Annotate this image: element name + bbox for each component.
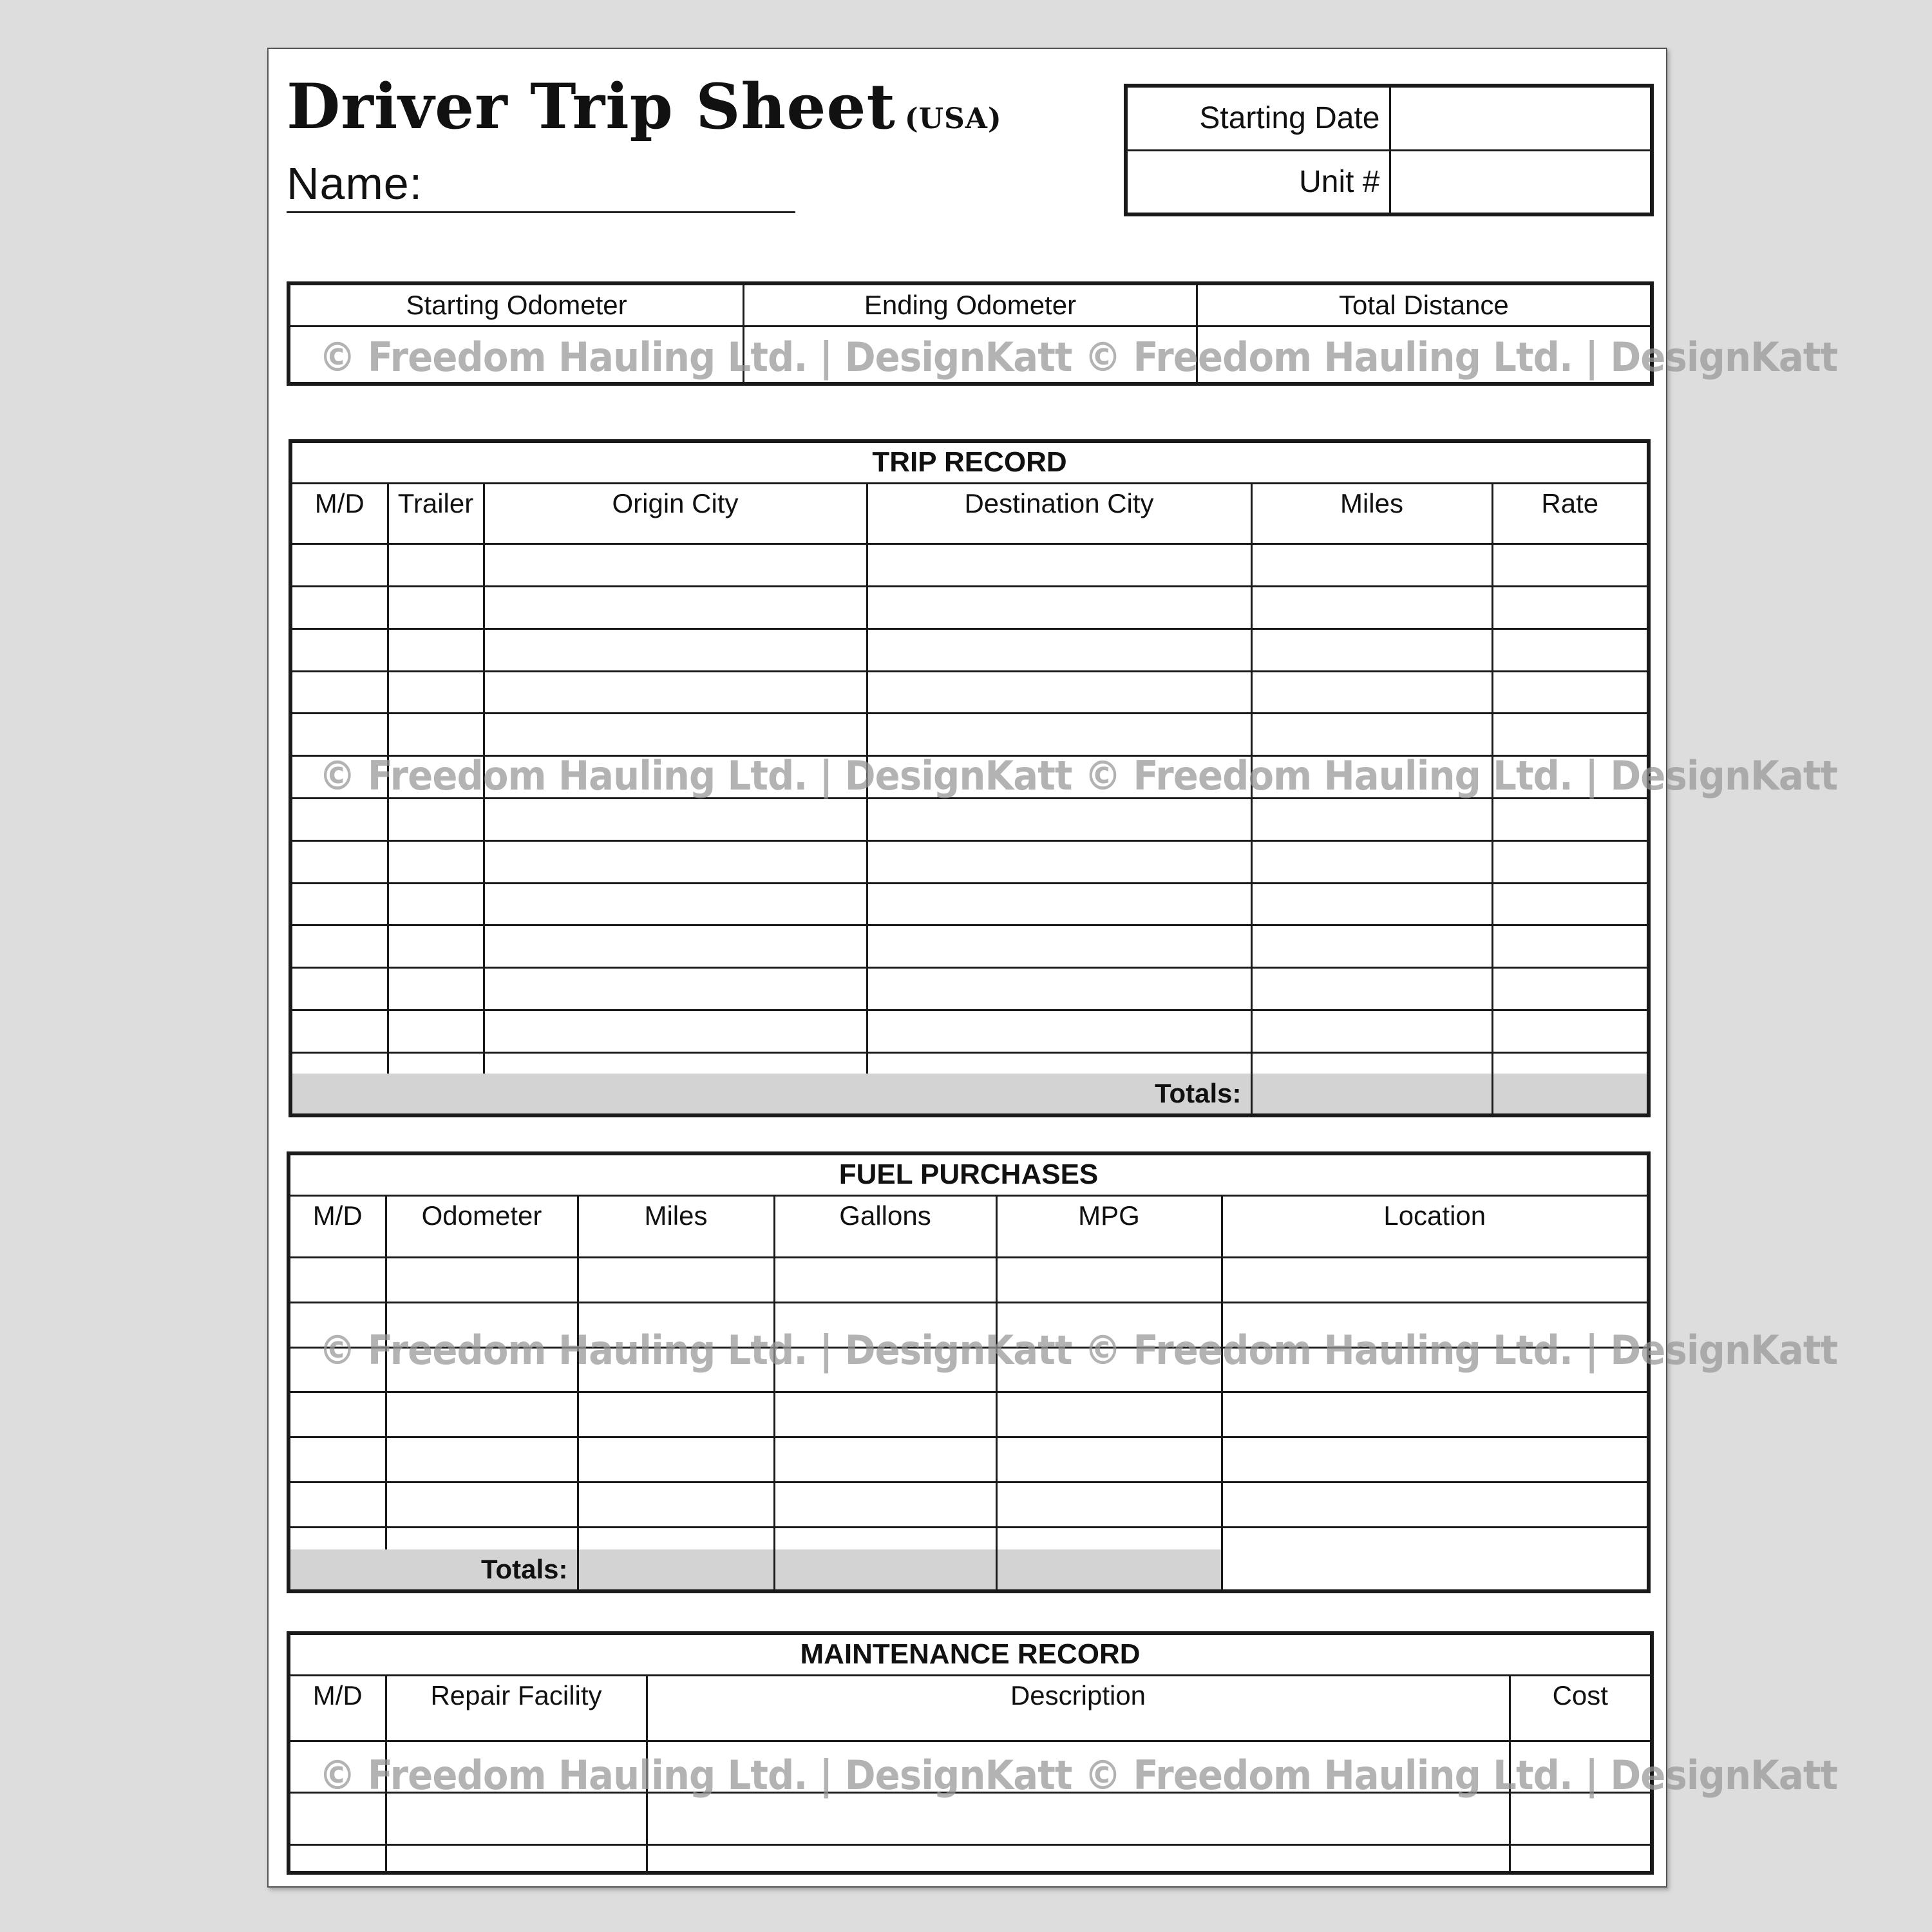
trip-record-cell[interactable]	[867, 840, 1251, 883]
trip-record-cell[interactable]	[292, 523, 388, 544]
fuel-purchase-row	[290, 1235, 1647, 1258]
trip-record-row	[292, 671, 1647, 714]
trip-record-cell[interactable]	[1492, 1052, 1647, 1074]
trip-record-row	[292, 925, 1647, 968]
trip-record-cell[interactable]	[867, 523, 1251, 544]
trip-record-cell[interactable]	[292, 798, 388, 840]
starting-date-field[interactable]	[1390, 88, 1650, 150]
trip-record-row	[292, 523, 1647, 544]
trip-col-destination-city: Destination City	[867, 483, 1251, 523]
trip-record-cell[interactable]	[867, 544, 1251, 587]
maintenance-cell[interactable]	[647, 1715, 1510, 1741]
trip-record-cell[interactable]	[292, 925, 388, 968]
fuel-purchase-cell[interactable]	[386, 1392, 578, 1437]
fuel-col-mpg: MPG	[996, 1195, 1222, 1235]
fuel-purchase-cell[interactable]	[996, 1482, 1222, 1527]
fuel-purchase-row	[290, 1258, 1647, 1303]
maintenance-cell[interactable]	[647, 1793, 1510, 1845]
trip-record-cell[interactable]	[484, 840, 867, 883]
fuel-purchases-title: FUEL PURCHASES	[290, 1155, 1647, 1195]
fuel-col-gallons: Gallons	[774, 1195, 996, 1235]
trip-record-cell[interactable]	[1251, 587, 1492, 629]
maintenance-cell[interactable]	[386, 1715, 647, 1741]
fuel-purchase-cell[interactable]	[1222, 1392, 1647, 1437]
trip-record-cell[interactable]	[1492, 714, 1647, 756]
fuel-purchase-cell[interactable]	[996, 1258, 1222, 1303]
trip-record-cell[interactable]	[484, 671, 867, 714]
maintenance-row	[290, 1845, 1650, 1871]
trip-record-cell[interactable]	[1492, 671, 1647, 714]
trip-record-cell[interactable]	[1492, 629, 1647, 671]
trip-record-row	[292, 1010, 1647, 1052]
trip-record-cell[interactable]	[484, 629, 867, 671]
maintenance-row	[290, 1793, 1650, 1845]
fuel-purchase-cell[interactable]	[386, 1437, 578, 1482]
trip-record-cell[interactable]	[1251, 523, 1492, 544]
fuel-purchase-row	[290, 1482, 1647, 1527]
fuel-purchase-cell[interactable]	[290, 1258, 386, 1303]
total-distance-header: Total Distance	[1197, 285, 1650, 326]
trip-record-cell[interactable]	[1492, 798, 1647, 840]
trip-total-miles[interactable]	[1251, 1074, 1492, 1113]
starting-date-label: Starting Date	[1128, 88, 1390, 150]
maintenance-row	[290, 1715, 1650, 1741]
trip-record-cell[interactable]	[1251, 798, 1492, 840]
trip-record-cell[interactable]	[867, 629, 1251, 671]
fuel-purchase-cell[interactable]	[578, 1258, 774, 1303]
trip-record-cell[interactable]	[388, 1010, 484, 1052]
fuel-col-miles: Miles	[578, 1195, 774, 1235]
trip-record-cell[interactable]	[388, 840, 484, 883]
trip-record-cell[interactable]	[1492, 1010, 1647, 1052]
trip-total-rate[interactable]	[1492, 1074, 1647, 1113]
maintenance-cell[interactable]	[290, 1715, 386, 1741]
trip-col-origin-city: Origin City	[484, 483, 867, 523]
trip-record-cell[interactable]	[1251, 883, 1492, 925]
fuel-col-odometer: Odometer	[386, 1195, 578, 1235]
fuel-purchase-cell[interactable]	[774, 1482, 996, 1527]
trip-record-cell[interactable]	[388, 925, 484, 968]
name-label: Name:	[287, 158, 423, 209]
fuel-col-location: Location	[1222, 1195, 1647, 1235]
maintenance-cell[interactable]	[290, 1845, 386, 1871]
trip-record-cell[interactable]	[1251, 968, 1492, 1010]
trip-record-row	[292, 587, 1647, 629]
trip-col-rate: Rate	[1492, 483, 1647, 523]
trip-record-cell[interactable]	[1492, 523, 1647, 544]
fuel-totals-label: Totals:	[290, 1549, 578, 1589]
maintenance-cell[interactable]	[386, 1793, 647, 1845]
trip-record-cell[interactable]	[388, 671, 484, 714]
trip-record-cell[interactable]	[1492, 968, 1647, 1010]
starting-odometer-header: Starting Odometer	[290, 285, 744, 326]
trip-totals-label: Totals:	[292, 1074, 1251, 1113]
trip-col-miles: Miles	[1251, 483, 1492, 523]
fuel-purchase-cell[interactable]	[386, 1235, 578, 1258]
fuel-purchase-cell[interactable]	[290, 1235, 386, 1258]
trip-record-cell[interactable]	[388, 968, 484, 1010]
fuel-purchase-cell[interactable]	[996, 1437, 1222, 1482]
fuel-purchase-cell[interactable]	[290, 1392, 386, 1437]
watermark-text: © Freedom Hauling Ltd. | DesignKatt © Freedom Hauling Ltd. | DesignKatt	[319, 1752, 1838, 1799]
trip-record-cell[interactable]	[1251, 671, 1492, 714]
trip-record-cell[interactable]	[867, 714, 1251, 756]
trip-record-row	[292, 840, 1647, 883]
trip-record-cell[interactable]	[867, 925, 1251, 968]
trip-record-row	[292, 883, 1647, 925]
trip-record-cell[interactable]	[388, 883, 484, 925]
fuel-total-gallons[interactable]	[774, 1549, 996, 1589]
trip-record-cell[interactable]	[388, 629, 484, 671]
trip-record-cell[interactable]	[388, 587, 484, 629]
trip-record-row	[292, 968, 1647, 1010]
trip-record-cell[interactable]	[1251, 714, 1492, 756]
fuel-purchase-cell[interactable]	[996, 1235, 1222, 1258]
trip-record-row	[292, 629, 1647, 671]
header-fields-box	[1124, 84, 1654, 216]
trip-record-cell[interactable]	[484, 798, 867, 840]
trip-record-cell[interactable]	[1492, 544, 1647, 587]
trip-record-row	[292, 714, 1647, 756]
maint-col-cost: Cost	[1510, 1675, 1650, 1715]
unit-number-field[interactable]	[1390, 150, 1650, 213]
fuel-purchase-cell[interactable]	[578, 1392, 774, 1437]
trip-col-md: M/D	[292, 483, 388, 523]
trip-record-cell[interactable]	[1251, 1010, 1492, 1052]
ending-odometer-header: Ending Odometer	[744, 285, 1197, 326]
fuel-purchase-cell[interactable]	[386, 1527, 578, 1549]
trip-record-title: TRIP RECORD	[292, 443, 1647, 483]
document-title	[287, 70, 1002, 143]
name-input-line[interactable]	[287, 211, 795, 213]
trip-record-cell[interactable]	[388, 1052, 484, 1074]
fuel-purchase-row	[290, 1392, 1647, 1437]
trip-record-cell[interactable]	[1492, 883, 1647, 925]
trip-record-cell[interactable]	[388, 798, 484, 840]
fuel-purchase-cell[interactable]	[996, 1527, 1222, 1549]
maint-col-md: M/D	[290, 1675, 386, 1715]
fuel-purchase-cell[interactable]	[290, 1482, 386, 1527]
trip-record-cell[interactable]	[867, 883, 1251, 925]
fuel-purchase-cell[interactable]	[1222, 1437, 1647, 1482]
trip-record-cell[interactable]	[1492, 925, 1647, 968]
trip-record-row	[292, 544, 1647, 587]
unit-number-label: Unit #	[1128, 150, 1390, 213]
trip-record-cell[interactable]	[1251, 629, 1492, 671]
maintenance-cell[interactable]	[1510, 1793, 1650, 1845]
fuel-purchase-cell[interactable]	[578, 1437, 774, 1482]
fuel-purchase-cell[interactable]	[1222, 1527, 1647, 1549]
fuel-purchase-cell[interactable]	[1222, 1235, 1647, 1258]
fuel-purchase-cell[interactable]	[386, 1258, 578, 1303]
trip-record-cell[interactable]	[292, 544, 388, 587]
fuel-purchase-cell[interactable]	[290, 1437, 386, 1482]
fuel-purchase-cell[interactable]	[774, 1527, 996, 1549]
fuel-purchase-cell[interactable]	[578, 1527, 774, 1549]
trip-record-cell[interactable]	[867, 587, 1251, 629]
trip-record-cell[interactable]	[867, 968, 1251, 1010]
fuel-purchase-row	[290, 1437, 1647, 1482]
fuel-purchase-cell[interactable]	[386, 1482, 578, 1527]
document-title-text: Driver Trip Sheet	[287, 70, 896, 143]
trip-record-cell[interactable]	[484, 925, 867, 968]
trip-col-trailer: Trailer	[388, 483, 484, 523]
trip-record-cell[interactable]	[867, 1010, 1251, 1052]
fuel-purchase-cell[interactable]	[996, 1392, 1222, 1437]
trip-record-cell[interactable]	[484, 587, 867, 629]
trip-record-cell[interactable]	[292, 587, 388, 629]
trip-record-cell[interactable]	[1251, 840, 1492, 883]
trip-record-cell[interactable]	[1492, 840, 1647, 883]
trip-record-row	[292, 798, 1647, 840]
maintenance-record-title: MAINTENANCE RECORD	[290, 1635, 1650, 1675]
trip-record-cell[interactable]	[388, 714, 484, 756]
trip-record-cell[interactable]	[292, 883, 388, 925]
trip-record-cell[interactable]	[388, 544, 484, 587]
trip-record-row	[292, 1052, 1647, 1074]
fuel-total-mpg[interactable]	[996, 1549, 1222, 1589]
fuel-purchase-cell[interactable]	[290, 1527, 386, 1549]
fuel-purchase-cell[interactable]	[774, 1437, 996, 1482]
maintenance-cell[interactable]	[1510, 1845, 1650, 1871]
trip-record-cell[interactable]	[1251, 1052, 1492, 1074]
fuel-purchases-rows	[290, 1235, 1838, 1549]
trip-record-cell[interactable]	[484, 968, 867, 1010]
trip-record-cell[interactable]	[867, 671, 1251, 714]
watermark-text: © Freedom Hauling Ltd. | DesignKatt © Freedom Hauling Ltd. | DesignKatt	[319, 752, 1838, 799]
fuel-purchase-cell[interactable]	[578, 1235, 774, 1258]
trip-record-cell[interactable]	[484, 1010, 867, 1052]
fuel-total-location[interactable]	[1222, 1549, 1647, 1589]
trip-record-cell[interactable]	[484, 1052, 867, 1074]
watermark-text: © Freedom Hauling Ltd. | DesignKatt © Freedom Hauling Ltd. | DesignKatt	[319, 334, 1838, 381]
trip-record-cell[interactable]	[292, 1052, 388, 1074]
fuel-purchase-row	[290, 1527, 1647, 1549]
maintenance-cell[interactable]	[386, 1845, 647, 1871]
trip-record-cell[interactable]	[292, 968, 388, 1010]
trip-record-cell[interactable]	[292, 1010, 388, 1052]
trip-record-cell[interactable]	[1492, 587, 1647, 629]
trip-record-cell[interactable]	[484, 523, 867, 544]
maintenance-cell[interactable]	[647, 1845, 1510, 1871]
trip-record-cell[interactable]	[388, 523, 484, 544]
maintenance-cell[interactable]	[290, 1793, 386, 1845]
trip-record-cell[interactable]	[484, 714, 867, 756]
trip-record-cell[interactable]	[292, 629, 388, 671]
trip-record-cell[interactable]	[867, 798, 1251, 840]
trip-record-cell[interactable]	[484, 544, 867, 587]
maintenance-cell[interactable]	[1510, 1715, 1650, 1741]
maint-col-repair-facility: Repair Facility	[386, 1675, 647, 1715]
trip-record-cell[interactable]	[292, 840, 388, 883]
fuel-purchase-cell[interactable]	[1222, 1482, 1647, 1527]
trip-record-cell[interactable]	[867, 1052, 1251, 1074]
trip-record-cell[interactable]	[1251, 925, 1492, 968]
fuel-purchase-cell[interactable]	[774, 1392, 996, 1437]
fuel-purchase-cell[interactable]	[774, 1258, 996, 1303]
header-fields-table	[1128, 88, 1650, 213]
watermark-text: © Freedom Hauling Ltd. | DesignKatt © Freedom Hauling Ltd. | DesignKatt	[319, 1327, 1838, 1374]
maint-col-description: Description	[647, 1675, 1510, 1715]
fuel-purchase-cell[interactable]	[578, 1482, 774, 1527]
trip-record-cell[interactable]	[484, 883, 867, 925]
document-title-suffix: (USA)	[904, 102, 1002, 135]
fuel-purchase-cell[interactable]	[1222, 1258, 1647, 1303]
trip-record-cell[interactable]	[292, 671, 388, 714]
fuel-purchase-cell[interactable]	[774, 1235, 996, 1258]
trip-record-cell[interactable]	[1251, 544, 1492, 587]
fuel-total-miles[interactable]	[578, 1549, 774, 1589]
trip-record-cell[interactable]	[292, 714, 388, 756]
fuel-col-md: M/D	[290, 1195, 386, 1235]
